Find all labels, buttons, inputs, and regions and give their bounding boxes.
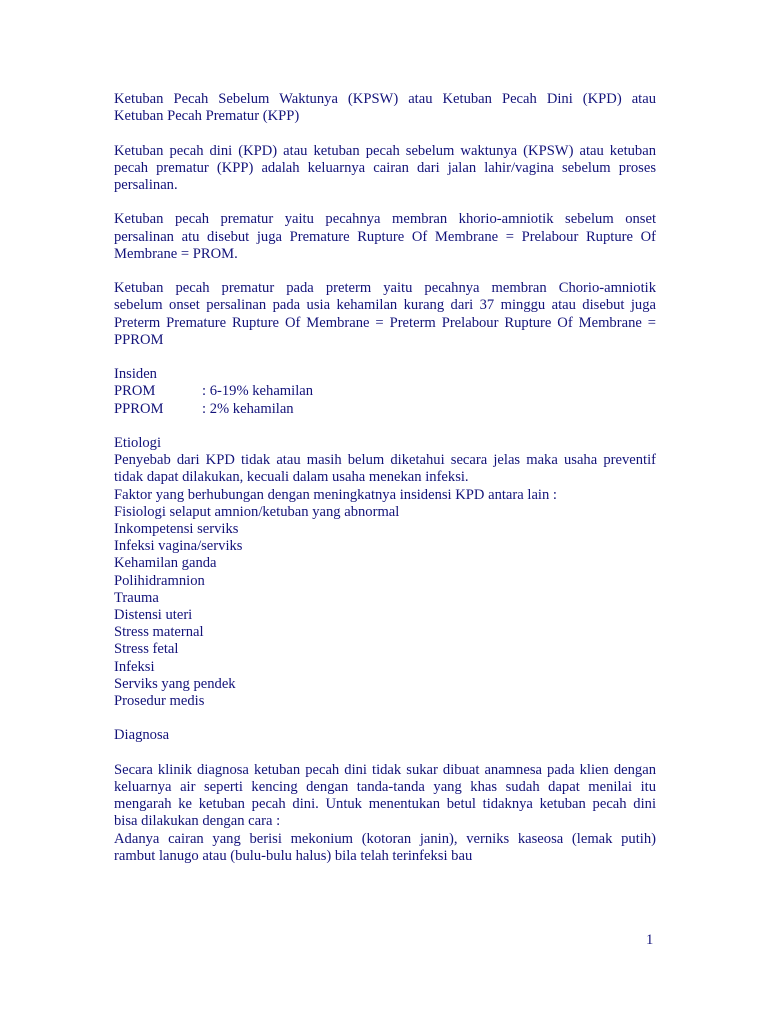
incidence-row bbox=[114, 401, 656, 418]
paragraph-line: rambut lanugo atau (bulu-bulu halus) bila telah terinfeksi bau bbox=[114, 847, 473, 864]
list-item: Stress maternal bbox=[114, 624, 204, 641]
paragraph-line: Faktor yang berhubungan dengan meningkatnya insidensi KPD antara lain : bbox=[114, 486, 557, 503]
list-item: Polihidramnion bbox=[114, 572, 205, 589]
paragraph-definition-pprom bbox=[114, 280, 656, 349]
paragraph-line: Preterm Premature Rupture Of Membrane = Preterm Prelabour Rupture Of Membrane = bbox=[114, 314, 656, 331]
list-item: Inkompetensi serviks bbox=[114, 521, 239, 537]
paragraph-line: bisa dilakukan dengan cara : bbox=[114, 813, 281, 830]
incidence-label: PPROM bbox=[114, 400, 164, 417]
section-insiden bbox=[114, 366, 656, 418]
paragraph-line: tidak dapat dilakukan, kecuali dalam usaha menekan infeksi. bbox=[114, 469, 469, 486]
list-item: Fisiologi selaput amnion/ketuban yang abnormal bbox=[114, 503, 400, 520]
list-item: Infeksi vagina/serviks bbox=[114, 538, 243, 555]
list-item: Stress fetal bbox=[114, 641, 179, 658]
paragraph-line: persalinan atu disebut juga Premature Rupture Of Membrane = Prelabour Rupture Of bbox=[114, 228, 656, 245]
section-heading: Insiden bbox=[114, 366, 157, 383]
list-item: Prosedur medis bbox=[114, 693, 205, 710]
section-diagnosa-body bbox=[114, 762, 656, 865]
paragraph-line: Ketuban pecah prematur pada preterm yaitu pecahnya membran Chorio-amniotik bbox=[114, 280, 656, 297]
paragraph-line: Ketuban pecah prematur yaitu pecahnya membran khorio-amniotik sebelum onset bbox=[114, 211, 656, 228]
incidence-value: : 2% kehamilan bbox=[202, 400, 294, 417]
paragraph-definition-kpd bbox=[114, 143, 656, 195]
list-item: Trauma bbox=[114, 589, 159, 606]
section-heading: Etiologi bbox=[114, 434, 162, 451]
paragraph-line: persalinan. bbox=[114, 177, 178, 193]
incidence-label: PROM bbox=[114, 383, 156, 400]
paragraph-definition-prom bbox=[114, 211, 656, 263]
section-diagnosa-heading bbox=[114, 727, 656, 744]
list-item: Distensi uteri bbox=[114, 607, 193, 624]
list-item: Kehamilan ganda bbox=[114, 555, 217, 572]
paragraph-line: sebelum onset persalinan pada usia kehamilan kurang dari 37 minggu atau disebut juga bbox=[114, 297, 656, 314]
incidence-row bbox=[114, 383, 656, 400]
list-item: Infeksi bbox=[114, 658, 155, 675]
paragraph-line: Membrane = PROM. bbox=[114, 245, 238, 262]
paragraph-line: Adanya cairan yang berisi mekonium (kotoran janin), verniks kaseosa (lemak putih) bbox=[114, 830, 656, 847]
paragraph-line: pecah prematur (KPP) adalah keluarnya cairan dari jalan lahir/vagina sebelum proses bbox=[114, 159, 656, 176]
paragraph-line: keluarnya air seperti kencing dengan tanda-tanda yang khas sudah dapat menilai itu bbox=[114, 779, 656, 796]
paragraph-line: PPROM bbox=[114, 331, 164, 348]
section-etiologi bbox=[114, 435, 656, 710]
paragraph-line: Secara klinik diagnosa ketuban pecah dini tidak sukar dibuat anamnesa pada klien dengan bbox=[114, 761, 656, 778]
list-item: Serviks yang pendek bbox=[114, 675, 236, 692]
incidence-value: : 6-19% kehamilan bbox=[202, 383, 314, 400]
section-heading: Diagnosa bbox=[114, 727, 170, 744]
title-line: Ketuban Pecah Prematur (KPP) bbox=[114, 108, 300, 125]
paragraph-line: Ketuban pecah dini (KPD) atau ketuban pecah sebelum waktunya (KPSW) atau ketuban bbox=[114, 142, 656, 159]
paragraph-line: Penyebab dari KPD tidak atau masih belum diketahui secara jelas maka usaha preventif bbox=[114, 452, 656, 469]
document-page bbox=[114, 91, 656, 865]
page-number: 1 bbox=[646, 932, 654, 948]
document-title bbox=[114, 91, 656, 125]
paragraph-line: mengarah ke ketuban pecah dini. Untuk menentukan betul tidaknya ketuban pecah dini bbox=[114, 796, 656, 813]
title-line: Ketuban Pecah Sebelum Waktunya (KPSW) atau Ketuban Pecah Dini (KPD) atau bbox=[114, 91, 656, 107]
